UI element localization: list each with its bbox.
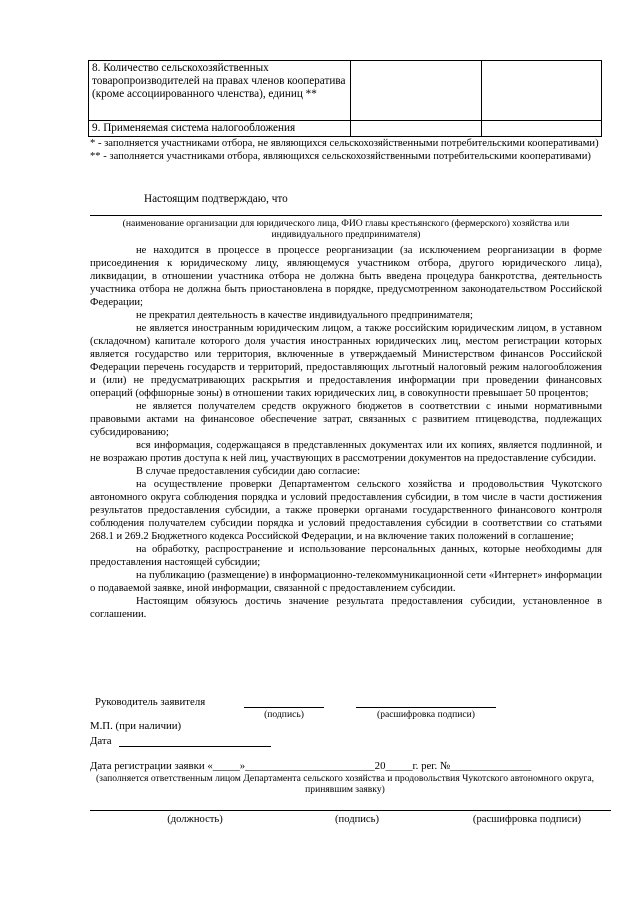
row9-value-cell (350, 121, 482, 137)
name-line (90, 215, 602, 216)
position-hint: (должность) (167, 814, 223, 825)
registration-line: Дата регистрации заявки «_____»________________________20_____г. рег. №_______________ (90, 760, 532, 772)
paragraph-9: на публикацию (размещение) в информационно-телекоммуникационной сети «Интернет» информации о подаваемой заявке, иной информации, связанной с предоставлением субсидии. (90, 570, 602, 594)
footer-signature-hint: (подпись) (335, 814, 379, 825)
footer-line (90, 810, 611, 811)
footnotes (90, 137, 602, 163)
table-row (89, 121, 602, 137)
paragraph-6: В случае предоставления субсидии даю согласие: (136, 466, 361, 477)
row8-label: 8. Количество сельскохозяйственных товаропроизводителей на правах членов кооператива (кроме ассоциированного членства), единиц ** (89, 61, 351, 121)
paragraph-5: вся информация, содержащаяся в представленных документах или их копиях, является подлинной, и не возражаю против доступа к ней лиц, участвующих в рассмотрении документов на предоставление субсидии. (90, 440, 602, 464)
row9-extra-cell (482, 121, 602, 137)
table-row (89, 61, 602, 121)
paragraph-3: не является иностранным юридическим лицом, а также российским юридическим лицом, в уставном (складочном) капитале которого доля участия иностранных юридических лиц, местом регистрации которых является государство или территория, включенные в утверждаемый Министерством финансов Российской Федерации перечень государств и территорий, предоставляющих льготный налоговый режим налогообложения и (или) не предусматривающих раскрытия и предоставления информации при проведении финансовых операций (оффшорные зоны) в отношении таких юридических лиц, в совокупности превышает 50 процентов; (90, 323, 602, 399)
stamp-label: М.П. (при наличии) (90, 720, 182, 732)
decoding-hint: (расшифровка подписи) (377, 709, 475, 720)
registration-hint: (заполняется ответственным лицом Департамента сельского хозяйства и продовольствия Чукотского автономного округа, принявшим заявку) (95, 773, 595, 795)
signature-hint: (подпись) (264, 709, 304, 720)
paragraph-2: не прекратил деятельность в качестве индивидуального предпринимателя; (136, 310, 473, 321)
footer-decoding-hint: (расшифровка подписи) (472, 814, 582, 825)
paragraph-4: не является получателем средств окружного бюджетов в соответствии с иными нормативными правовыми актами на финансовое обеспечение затрат, связанных с развитием птицеводства, подлежащих субсидированию; (90, 401, 602, 438)
name-hint: (наименование организации для юридического лица, ФИО главы крестьянского (фермерского) хозяйства или индивидуального предпринимателя) (122, 218, 570, 240)
date-line (119, 746, 271, 747)
head-label: Руководитель заявителя (95, 696, 206, 708)
paragraph-7: на осуществление проверки Департаментом сельского хозяйства и продовольствия Чукотского автономного округа соблюдения порядка и условий предоставления субсидии, в том числе в части достижения результатов предоставления субсидии, а также проверки органами государственного финансового контроля соблюдения получателем субсидии порядка и условий предоставления субсидии в соответствии со статьями 268.1 и 269.2 Бюджетного кодекса Российской Федерации, и на включение таких положений в соглашение; (90, 479, 602, 542)
info-table (88, 60, 602, 137)
paragraph-8: на обработку, распространение и использование персональных данных, которые необходимы для предоставления настоящей субсидии; (90, 544, 602, 568)
date-label: Дата (90, 735, 112, 747)
statement-body (90, 244, 602, 621)
row8-extra-cell (482, 61, 602, 121)
paragraph-10: Настоящим обязуюсь достичь значение результата предоставления субсидии, установленное в соглашении. (90, 596, 602, 620)
confirm-text: Настоящим подтверждаю, что (144, 193, 288, 205)
footnote-2: ** - заполняется участниками отбора, являющихся сельскохозяйственными потребительскими кооперативами) (90, 151, 591, 162)
row8-value-cell (350, 61, 482, 121)
footnote-1: * - заполняется участниками отбора, не являющихся сельскохозяйственными потребительскими кооперативами) (90, 138, 599, 149)
row9-label: 9. Применяемая система налогообложения (89, 121, 351, 137)
paragraph-1: не находится в процессе в процессе реорганизации (за исключением реорганизации в форме присоединения к юридическому лицу, являющемуся участником отбора, другого юридического лица), ликвидации, в отношении участника отбора не должна быть введена процедура банкротства, деятельность участника отбора не должна быть приостановлена в порядке, предусмотренном законодательством Российской Федерации; (90, 245, 602, 308)
